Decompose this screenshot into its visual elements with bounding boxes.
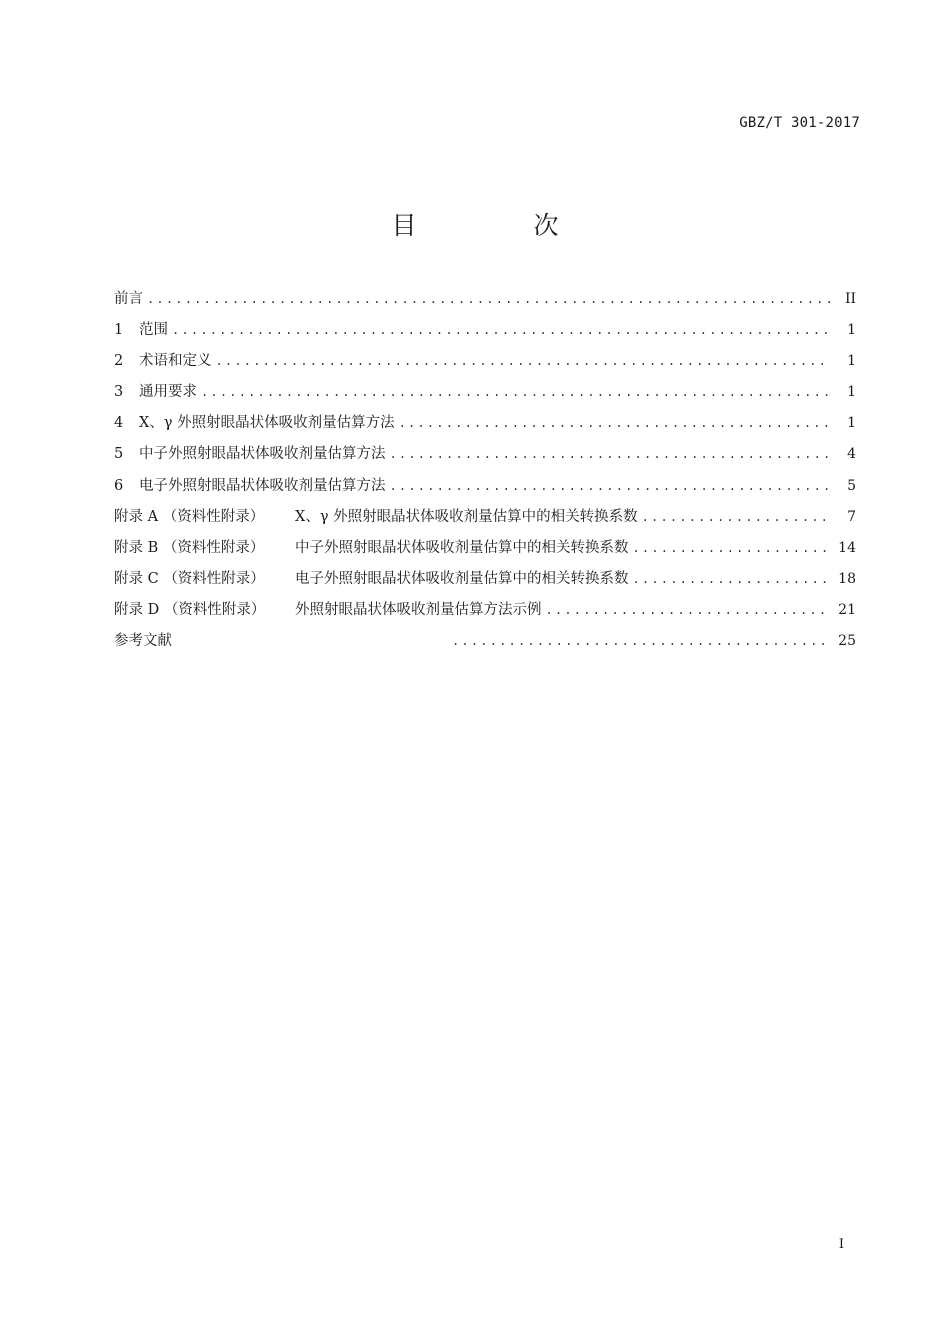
dot-leader xyxy=(390,447,831,461)
toc-entry-number: 1 xyxy=(114,322,124,339)
dot-leader xyxy=(147,292,830,306)
toc-entry-section-4[interactable] xyxy=(114,411,856,442)
toc-entry-title[interactable]: 参考文献 xyxy=(114,633,172,650)
toc-entry-title[interactable]: 中子外照射眼晶状体吸收剂量估算方法 xyxy=(139,446,386,463)
dot-leader xyxy=(633,572,831,586)
dot-leader xyxy=(201,385,830,399)
toc-entry-page: 18 xyxy=(838,570,856,587)
toc-entry-number: 6 xyxy=(114,477,124,494)
toc-entry-title[interactable]: 电子外照射眼晶状体吸收剂量估算中的相关转换系数 xyxy=(295,570,629,587)
dot-leader xyxy=(452,634,830,648)
toc-entry-page: 14 xyxy=(838,539,856,556)
toc-entry-page: 25 xyxy=(838,633,856,650)
dot-leader xyxy=(642,510,830,524)
toc-entry-terms[interactable] xyxy=(114,349,856,380)
toc-entry-title[interactable]: 外照射眼晶状体吸收剂量估算方法示例 xyxy=(295,601,542,618)
toc-entry-title[interactable]: 通用要求 xyxy=(139,384,197,401)
toc-entry-page: 4 xyxy=(847,446,856,463)
toc-entry-number: 4 xyxy=(114,415,124,432)
toc-entry-title[interactable]: 前言 xyxy=(114,291,143,307)
toc-appendix-label: 附录 C （资料性附录） xyxy=(114,570,265,587)
dot-leader xyxy=(633,541,831,555)
toc-entry-number: 2 xyxy=(114,353,124,370)
toc-entry-preface[interactable] xyxy=(114,287,856,318)
toc-entry-scope[interactable] xyxy=(114,318,856,349)
toc-entry-section-5[interactable] xyxy=(114,442,856,473)
toc-appendix-label: 附录 D （资料性附录） xyxy=(114,601,266,618)
toc-entry-number: 5 xyxy=(114,446,124,463)
toc-entry-title[interactable]: 范围 xyxy=(139,322,168,339)
dot-leader xyxy=(546,603,831,617)
toc-entry-title[interactable]: 中子外照射眼晶状体吸收剂量估算中的相关转换系数 xyxy=(295,539,629,556)
dot-leader xyxy=(399,416,830,430)
toc-entry-page: 1 xyxy=(847,415,856,432)
toc-entry-page: 1 xyxy=(847,353,856,370)
toc-entry-page: 1 xyxy=(847,384,856,401)
toc-entry-page: 1 xyxy=(847,322,856,339)
toc-entry-references[interactable] xyxy=(114,629,856,660)
toc-entry-page: 5 xyxy=(847,477,856,494)
dot-leader xyxy=(390,479,831,493)
toc-entry-general-requirements[interactable] xyxy=(114,380,856,411)
dot-leader xyxy=(216,354,831,368)
toc-entry-appendix-b[interactable] xyxy=(114,536,856,567)
toc-entry-title[interactable]: X、γ 外照射眼晶状体吸收剂量估算方法 xyxy=(139,415,395,432)
toc-entry-page: 7 xyxy=(847,508,856,525)
toc-entry-title[interactable]: 电子外照射眼晶状体吸收剂量估算方法 xyxy=(139,477,386,494)
dot-leader xyxy=(172,323,830,337)
toc-appendix-label: 附录 B （资料性附录） xyxy=(114,539,265,556)
toc-entry-section-6[interactable] xyxy=(114,474,856,505)
toc-entry-page: 21 xyxy=(838,601,856,618)
toc-entry-appendix-d[interactable] xyxy=(114,598,856,629)
toc-entry-page: II xyxy=(844,291,856,307)
toc-appendix-label: 附录 A （资料性附录） xyxy=(114,508,265,525)
toc-entry-appendix-c[interactable] xyxy=(114,567,856,598)
page-number: I xyxy=(838,1237,844,1252)
standard-code: GBZ/T 301-2017 xyxy=(739,115,860,131)
toc-entry-appendix-a[interactable] xyxy=(114,505,856,536)
page-title: 目 次 xyxy=(391,211,605,240)
toc-entry-title[interactable]: 术语和定义 xyxy=(139,353,212,370)
toc-entry-number: 3 xyxy=(114,384,124,401)
toc-entry-title[interactable]: X、γ 外照射眼晶状体吸收剂量估算中的相关转换系数 xyxy=(295,508,638,525)
table-of-contents xyxy=(114,287,856,660)
